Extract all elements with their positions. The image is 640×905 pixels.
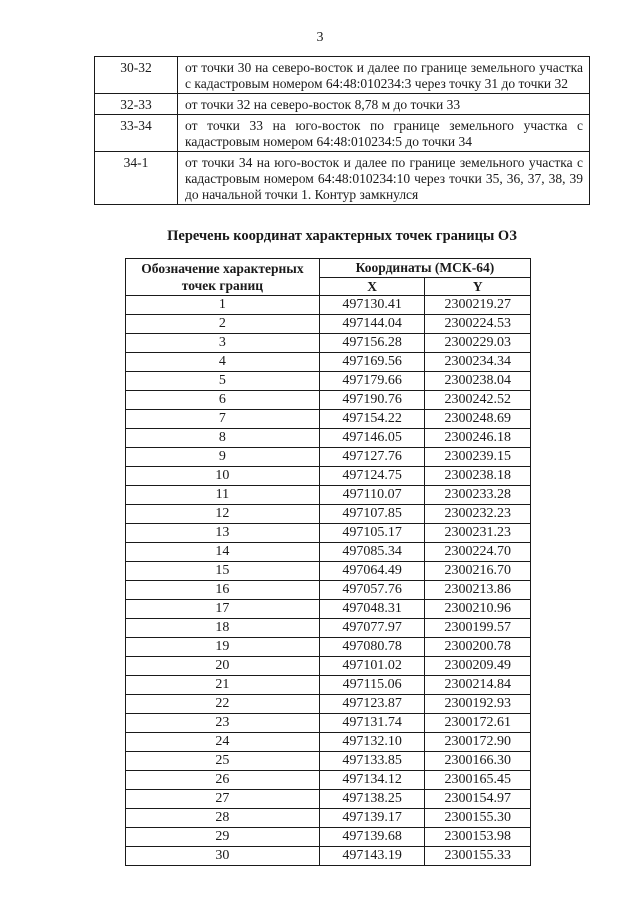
coordinate-row [126, 619, 531, 638]
page-number: 3 [316, 30, 324, 45]
coordinate-row [126, 600, 531, 619]
point-number: 9 [126, 448, 320, 467]
coordinate-row [126, 334, 531, 353]
coordinate-y: 2300233.28 [425, 486, 531, 505]
boundary-route-table [94, 56, 590, 205]
coordinate-y: 2300224.70 [425, 543, 531, 562]
coordinate-y: 2300238.18 [425, 467, 531, 486]
coordinate-x: 497080.78 [319, 638, 425, 657]
header-x: X [319, 278, 425, 296]
point-number: 13 [126, 524, 320, 543]
point-number: 24 [126, 733, 320, 752]
point-number: 12 [126, 505, 320, 524]
coordinate-y: 2300165.45 [425, 771, 531, 790]
coordinate-x: 497143.19 [319, 847, 425, 866]
route-row [95, 115, 590, 152]
point-number: 16 [126, 581, 320, 600]
route-segment: 33-34 [95, 115, 178, 152]
point-number: 1 [126, 296, 320, 315]
coordinate-x: 497123.87 [319, 695, 425, 714]
coordinate-x: 497133.85 [319, 752, 425, 771]
point-number: 3 [126, 334, 320, 353]
coordinate-row [126, 657, 531, 676]
point-number: 5 [126, 372, 320, 391]
coordinate-x: 497134.12 [319, 771, 425, 790]
coordinate-row [126, 410, 531, 429]
coordinate-x: 497064.49 [319, 562, 425, 581]
route-description: от точки 30 на северо-восток и далее по границе земельного участка с кадастровым номером 64:48:010234:3 через точку 31 до точки 32 [178, 57, 590, 94]
coordinate-y: 2300209.49 [425, 657, 531, 676]
route-description: от точки 33 на юго-восток по границе земельного участка с кадастровым номером 64:48:010234:5 до точки 34 [178, 115, 590, 152]
header-y: Y [425, 278, 531, 296]
coordinate-row [126, 505, 531, 524]
coordinate-y: 2300192.93 [425, 695, 531, 714]
coordinate-x: 497127.76 [319, 448, 425, 467]
coordinate-y: 2300248.69 [425, 410, 531, 429]
coordinate-x: 497156.28 [319, 334, 425, 353]
route-row [95, 94, 590, 115]
coordinate-row [126, 467, 531, 486]
coordinate-y: 2300155.33 [425, 847, 531, 866]
coordinates-table [125, 258, 531, 866]
point-number: 10 [126, 467, 320, 486]
point-number: 17 [126, 600, 320, 619]
coordinate-row [126, 448, 531, 467]
coordinate-y: 2300224.53 [425, 315, 531, 334]
coordinate-x: 497144.04 [319, 315, 425, 334]
coordinate-x: 497077.97 [319, 619, 425, 638]
coordinate-y: 2300219.27 [425, 296, 531, 315]
coordinate-y: 2300242.52 [425, 391, 531, 410]
coordinate-x: 497154.22 [319, 410, 425, 429]
point-number: 11 [126, 486, 320, 505]
coordinate-row [126, 676, 531, 695]
point-number: 27 [126, 790, 320, 809]
coordinate-y: 2300155.30 [425, 809, 531, 828]
coordinate-x: 497169.56 [319, 353, 425, 372]
coordinate-row [126, 391, 531, 410]
coordinate-y: 2300153.98 [425, 828, 531, 847]
route-description: от точки 32 на северо-восток 8,78 м до точки 33 [178, 94, 590, 115]
coordinate-x: 497139.17 [319, 809, 425, 828]
coordinate-y: 2300231.23 [425, 524, 531, 543]
coordinate-row [126, 771, 531, 790]
coordinate-x: 497131.74 [319, 714, 425, 733]
point-number: 2 [126, 315, 320, 334]
coordinate-x: 497101.02 [319, 657, 425, 676]
coordinate-row [126, 581, 531, 600]
coordinate-y: 2300239.15 [425, 448, 531, 467]
coordinate-y: 2300213.86 [425, 581, 531, 600]
coordinate-x: 497179.66 [319, 372, 425, 391]
coordinate-row [126, 714, 531, 733]
coordinate-x: 497057.76 [319, 581, 425, 600]
coordinate-x: 497190.76 [319, 391, 425, 410]
coordinate-row [126, 809, 531, 828]
point-number: 28 [126, 809, 320, 828]
point-number: 8 [126, 429, 320, 448]
coordinate-y: 2300200.78 [425, 638, 531, 657]
coordinate-row [126, 372, 531, 391]
route-row [95, 57, 590, 94]
coordinate-row [126, 296, 531, 315]
coordinate-row [126, 638, 531, 657]
coordinate-x: 497124.75 [319, 467, 425, 486]
coordinate-row [126, 847, 531, 866]
point-number: 6 [126, 391, 320, 410]
point-number: 4 [126, 353, 320, 372]
coordinate-row [126, 562, 531, 581]
coordinate-x: 497132.10 [319, 733, 425, 752]
route-row [95, 152, 590, 205]
point-number: 7 [126, 410, 320, 429]
coordinate-row [126, 429, 531, 448]
route-segment: 32-33 [95, 94, 178, 115]
coordinate-y: 2300154.97 [425, 790, 531, 809]
coordinate-row [126, 353, 531, 372]
coordinate-row [126, 543, 531, 562]
point-number: 21 [126, 676, 320, 695]
coordinate-row [126, 695, 531, 714]
point-number: 18 [126, 619, 320, 638]
coordinate-row [126, 486, 531, 505]
header-coordinates: Координаты (МСК-64) [319, 259, 530, 278]
coordinate-row [126, 752, 531, 771]
coordinate-x: 497139.68 [319, 828, 425, 847]
coordinate-row [126, 790, 531, 809]
point-number: 26 [126, 771, 320, 790]
coordinate-x: 497105.17 [319, 524, 425, 543]
point-number: 23 [126, 714, 320, 733]
point-number: 30 [126, 847, 320, 866]
coordinates-heading: Перечень координат характерных точек границы ОЗ [167, 228, 517, 244]
point-number: 29 [126, 828, 320, 847]
point-number: 15 [126, 562, 320, 581]
coordinate-y: 2300232.23 [425, 505, 531, 524]
coordinate-y: 2300234.34 [425, 353, 531, 372]
route-description: от точки 34 на юго-восток и далее по границе земельного участка с кадастровым номером 64:48:010234:10 через точки 35, 36, 37, 38, 39 до начальной точки 1. Контур замкнулся [178, 152, 590, 205]
point-number: 22 [126, 695, 320, 714]
point-number: 19 [126, 638, 320, 657]
coordinate-row [126, 315, 531, 334]
point-number: 14 [126, 543, 320, 562]
coordinate-y: 2300172.90 [425, 733, 531, 752]
coordinate-x: 497048.31 [319, 600, 425, 619]
coordinate-x: 497107.85 [319, 505, 425, 524]
point-number: 25 [126, 752, 320, 771]
coordinate-row [126, 524, 531, 543]
coordinate-y: 2300216.70 [425, 562, 531, 581]
coordinate-x: 497085.34 [319, 543, 425, 562]
coordinate-x: 497110.07 [319, 486, 425, 505]
coordinate-y: 2300229.03 [425, 334, 531, 353]
coordinate-y: 2300172.61 [425, 714, 531, 733]
coordinate-y: 2300246.18 [425, 429, 531, 448]
coordinate-x: 497146.05 [319, 429, 425, 448]
coordinate-x: 497115.06 [319, 676, 425, 695]
coordinate-y: 2300238.04 [425, 372, 531, 391]
coordinate-x: 497130.41 [319, 296, 425, 315]
coordinate-y: 2300199.57 [425, 619, 531, 638]
coordinate-y: 2300214.84 [425, 676, 531, 695]
route-segment: 34-1 [95, 152, 178, 205]
coordinate-row [126, 733, 531, 752]
point-number: 20 [126, 657, 320, 676]
coordinate-y: 2300166.30 [425, 752, 531, 771]
coordinate-row [126, 828, 531, 847]
route-segment: 30-32 [95, 57, 178, 94]
coordinate-y: 2300210.96 [425, 600, 531, 619]
coordinate-x: 497138.25 [319, 790, 425, 809]
header-point-designation: Обозначение характерных точек границ [126, 259, 320, 296]
